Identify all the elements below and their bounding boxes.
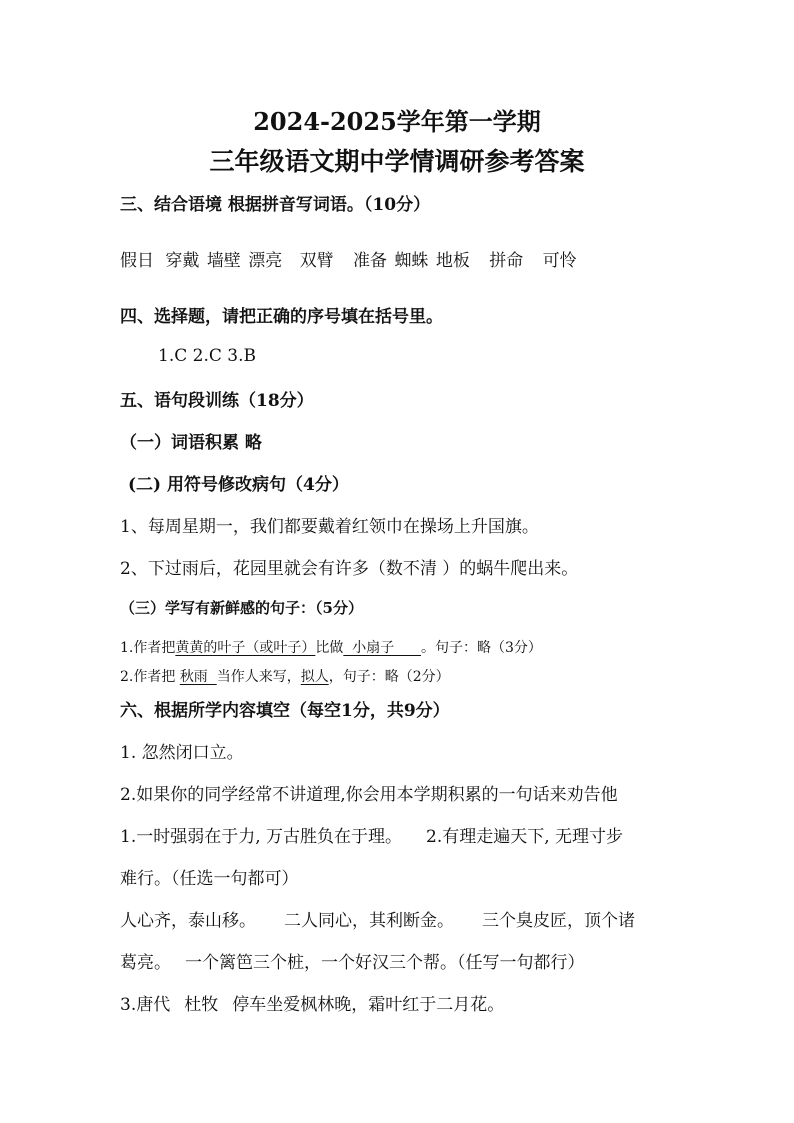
quote-2: 2.有理走遍天下, 无理寸步 xyxy=(426,827,624,847)
section-3-words xyxy=(120,246,577,271)
word-8: 地板 xyxy=(435,251,470,271)
sentence-2: 2、下过雨后，花园里就会有许多（数不清 ）的蜗牛爬出来。 xyxy=(120,559,579,579)
word-4: 漂亮 xyxy=(248,251,283,271)
word-2: 穿戴 xyxy=(165,251,200,271)
word-5: 双臂 xyxy=(299,251,334,271)
sentence-1: 1、每周星期一，我们都要戴着红领巾在操场上升国旗。 xyxy=(120,517,539,537)
q1-mid: 比做 xyxy=(315,640,344,656)
word-3: 墙壁 xyxy=(206,251,241,271)
word-6: 准备 xyxy=(353,251,388,271)
section-5-heading: 五、语句段训练（18分） xyxy=(120,391,314,411)
section-6-line-4: 难行。（任选一句都可） xyxy=(120,869,299,889)
word-9: 拼命 xyxy=(489,251,524,271)
quote-1: 1.一时强弱在于力, 万古胜负在于理。 xyxy=(120,827,403,847)
proverb-1: 人心齐，泰山移。 xyxy=(120,911,256,931)
poem-author: 杜牧 xyxy=(184,995,219,1015)
section-5-part-3: （三）学写有新鲜感的句子：（5分） xyxy=(120,599,363,617)
section-4-answers: 1.C 2.C 3.B xyxy=(158,346,256,366)
section-6-line-1: 1. 忽然闭口立。 xyxy=(120,743,244,763)
title-line-2: 三年级语文期中学情调研参考答案 xyxy=(209,147,585,176)
word-1: 假日 xyxy=(120,251,154,271)
q1-blank-2: 小扇子 xyxy=(343,640,421,656)
proverb-4: 一个篱笆三个桩，一个好汉三个帮。（任写一句都行） xyxy=(185,953,585,973)
q2-mid: 当作人来写， xyxy=(216,669,301,685)
title-line-1: 2024-2025学年第一学期 xyxy=(253,107,541,136)
section-6-line-5 xyxy=(120,906,635,931)
section-6-line-3 xyxy=(120,822,623,847)
q2-blank-2: 拟人 xyxy=(300,669,329,685)
part-3-question-1 xyxy=(120,637,542,657)
section-6-line-6 xyxy=(120,948,585,973)
q2-suffix: ，句子：略（2分） xyxy=(328,669,450,685)
section-5-part-2: (二) 用符号修改病句（4分） xyxy=(128,475,349,495)
proverb-2: 二人同心，其利断金。 xyxy=(284,911,454,931)
poem-line: 停车坐爱枫林晚，霜叶红于二月花。 xyxy=(232,995,505,1015)
section-6-line-7 xyxy=(120,990,504,1015)
q1-suffix: 。句子：略（3分） xyxy=(420,640,542,656)
proverb-3-end: 葛亮。 xyxy=(120,953,171,973)
part-3-question-2 xyxy=(120,666,450,686)
q1-blank-1: 黄黄的叶子（或叶子） xyxy=(175,640,316,656)
section-6-heading: 六、根据所学内容填空（每空1分，共9分） xyxy=(120,701,450,721)
section-3-heading: 三、结合语境 根据拼音写词语。（10分） xyxy=(120,195,431,215)
q2-blank-1: 秋雨 xyxy=(179,669,217,685)
q2-prefix: 2.作者把 xyxy=(120,669,180,685)
proverb-3: 三个臭皮匠，顶个诸 xyxy=(482,911,635,931)
q1-prefix: 1.作者把 xyxy=(120,640,176,656)
section-5-part-1: （一）词语积累 略 xyxy=(120,433,262,453)
word-10: 可怜 xyxy=(542,251,577,271)
section-4-heading: 四、选择题，请把正确的序号填在括号里。 xyxy=(120,307,443,327)
section-6-line-2: 2.如果你的同学经常不讲道理,你会用本学期积累的一句话来劝告他 xyxy=(120,785,618,805)
word-7: 蜘蛛 xyxy=(394,251,429,271)
poem-dynasty: 3.唐代 xyxy=(120,995,171,1015)
